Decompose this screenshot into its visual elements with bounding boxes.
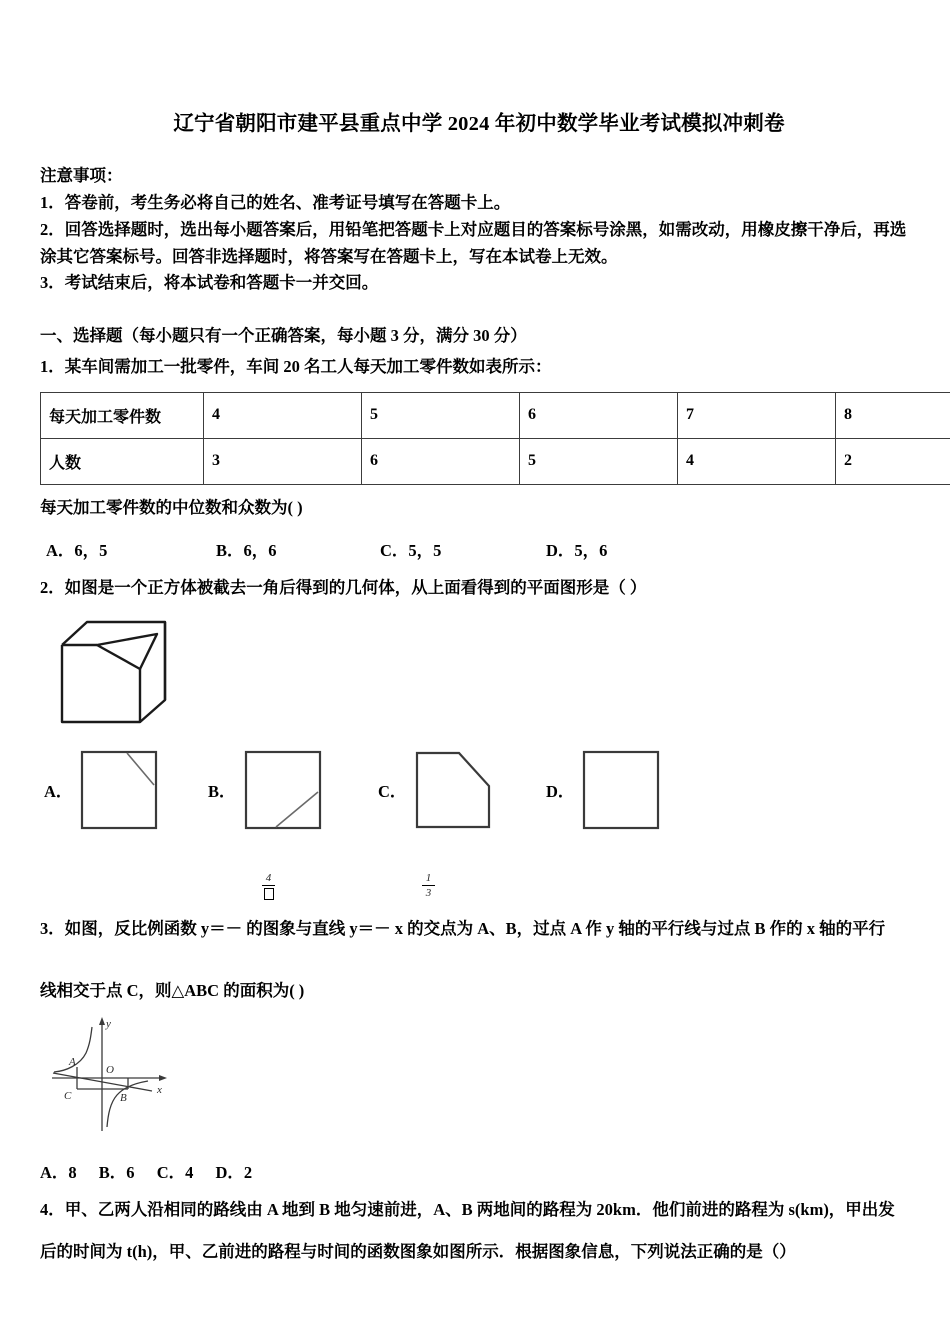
option-b[interactable]: B．6 bbox=[98, 1162, 135, 1182]
question-1-table bbox=[40, 392, 950, 485]
table-cell: 7 bbox=[678, 392, 836, 438]
option-d[interactable]: D．2 bbox=[215, 1162, 253, 1182]
table-row bbox=[41, 438, 950, 484]
notice-heading: 注意事项： bbox=[40, 165, 123, 185]
fraction-denominator: 3 bbox=[425, 887, 432, 900]
question-3-options bbox=[40, 1159, 918, 1183]
plain-square-icon bbox=[582, 750, 660, 830]
table-cell: 4 bbox=[678, 438, 836, 484]
question-3-stem-line-1: 3．如图，反比例函数 y＝－ 的图象与直线 y＝－ x 的交点为 A、B，过点 A 作 y 轴的平行线与过点 B 作的 x 轴的平行 bbox=[40, 918, 886, 938]
table-cell: 5 bbox=[520, 438, 678, 484]
table-cell: 3 bbox=[204, 438, 362, 484]
option-a[interactable]: A．6，5 bbox=[46, 541, 108, 561]
question-4-stem-line-1: 4．甲、乙两人沿相同的路线由 A 地到 B 地匀速前进，A、B 两地间的路程为 20km．他们前进的路程为 s(km)，甲出发 bbox=[40, 1199, 895, 1219]
fraction-four-over-box bbox=[262, 872, 275, 900]
option-c-label: C． bbox=[378, 781, 407, 801]
page-content bbox=[40, 0, 918, 1265]
point-label-a: A bbox=[69, 1055, 76, 1068]
option-c[interactable]: C．4 bbox=[156, 1162, 194, 1182]
square-with-diagonal-top-right-icon bbox=[80, 750, 158, 830]
question-2-option-a[interactable] bbox=[44, 750, 158, 830]
option-a[interactable]: A．8 bbox=[40, 1162, 77, 1182]
table-cell: 8 bbox=[836, 392, 950, 438]
notice-item-2: 2．回答选择题时，选出每小题答案后，用铅笔把答题卡上对应题目的答案标号涂黑，如需改动，用橡皮擦干净后，再选涂其它答案标号。回答非选择题时，将答案写在答题卡上，写在本试卷上无效。 bbox=[40, 220, 907, 266]
option-d[interactable]: D．5，6 bbox=[546, 541, 608, 561]
point-label-c: C bbox=[64, 1089, 72, 1102]
notice-item-1: 1．答卷前，考生务必将自己的姓名、准考证号填写在答题卡上。 bbox=[40, 193, 511, 213]
table-cell: 6 bbox=[362, 438, 520, 484]
table-cell: 4 bbox=[204, 392, 362, 438]
table-row-header-count: 人数 bbox=[41, 438, 204, 484]
fraction-numerator: 4 bbox=[265, 871, 272, 884]
fraction-bar bbox=[262, 885, 275, 886]
section-heading-choice: 一、选择题（每小题只有一个正确答案，每小题 3 分，满分 30 分） bbox=[40, 326, 527, 346]
missing-glyph-box-icon bbox=[264, 888, 274, 900]
question-1-sub-question: 每天加工零件数的中位数和众数为( ) bbox=[40, 497, 303, 517]
question-2-option-b[interactable] bbox=[208, 750, 322, 830]
option-c[interactable]: C．5，5 bbox=[380, 541, 442, 561]
question-2-options bbox=[40, 750, 918, 850]
page-title: 辽宁省朝阳市建平县重点中学 2024 年初中数学毕业考试模拟冲刺卷 bbox=[173, 113, 785, 135]
hyperbola-with-line-graph-icon bbox=[50, 1015, 175, 1137]
option-b-label: B． bbox=[208, 781, 236, 801]
question-1-stem: 1．某车间需加工一批零件，车间 20 名工人每天加工零件数如表所示： bbox=[40, 356, 552, 376]
cube-with-cut-corner-figure bbox=[52, 612, 918, 730]
table-row-header-parts: 每天加工零件数 bbox=[41, 392, 204, 438]
question-2-option-c[interactable] bbox=[378, 750, 492, 830]
table-row bbox=[41, 392, 950, 438]
axis-label-x: x bbox=[157, 1083, 162, 1096]
question-1-options bbox=[40, 537, 918, 559]
square-with-chamfered-top-right-corner-icon bbox=[414, 750, 492, 830]
fraction-bar bbox=[422, 885, 435, 886]
square-with-diagonal-bottom-right-icon bbox=[244, 750, 322, 830]
question-3-figure bbox=[50, 1015, 918, 1145]
fraction-numerator: 1 bbox=[425, 871, 432, 884]
point-label-b: B bbox=[120, 1091, 127, 1104]
point-label-o: O bbox=[106, 1063, 114, 1076]
option-a-label: A． bbox=[44, 781, 73, 801]
notice-item-3: 3．考试结束后，将本试卷和答题卡一并交回。 bbox=[40, 273, 379, 293]
notice-block bbox=[40, 163, 918, 298]
question-2-stem: 2．如图是一个正方体被截去一角后得到的几何体，从上面看得到的平面图形是（ ） bbox=[40, 578, 647, 598]
cube-with-cut-corner-icon bbox=[52, 612, 182, 730]
stray-fractions bbox=[40, 872, 918, 912]
axis-label-y: y bbox=[106, 1017, 111, 1030]
option-b[interactable]: B．6，6 bbox=[216, 541, 277, 561]
option-d-label: D． bbox=[546, 781, 575, 801]
fraction-denominator bbox=[262, 887, 275, 900]
question-4-stem-line-2: 后的时间为 t(h)，甲、乙前进的路程与时间的函数图象如图所示．根据图象信息，下列说法正确的是（） bbox=[40, 1241, 796, 1261]
table-cell: 6 bbox=[520, 392, 678, 438]
table-cell: 2 bbox=[836, 438, 950, 484]
question-2-option-d[interactable] bbox=[546, 750, 660, 830]
fraction-one-over-three bbox=[422, 872, 435, 900]
table-cell: 5 bbox=[362, 392, 520, 438]
question-3-stem-line-2: 线相交于点 C，则△ABC 的面积为( ) bbox=[40, 981, 305, 1001]
